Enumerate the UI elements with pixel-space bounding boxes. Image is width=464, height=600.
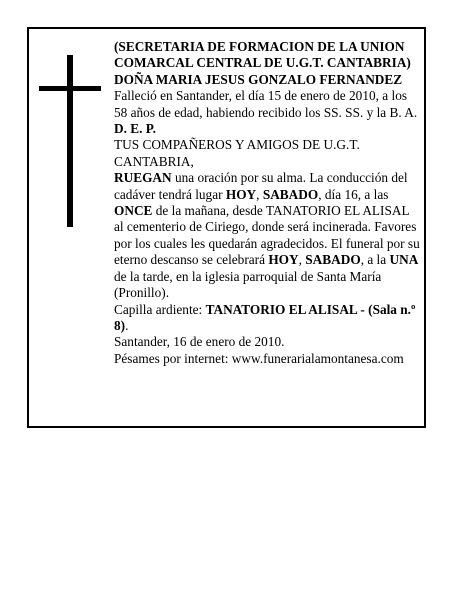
condolences-line: Pésames por internet: www.funerarialamontanesa.com [114,350,404,366]
chapel-label: Capilla ardiente: [114,301,206,317]
sabado-text: SABADO [262,186,319,202]
notice-header: (SECRETARIA DE FORMACION DE LA UNION COMARCAL CENTRAL DE U.G.T. CANTABRIA) [114,39,411,71]
notice-text [114,39,422,367]
chapel-place: TANATORIO EL ALISAL - (Sala n.º 8) [114,301,416,333]
death-info: Falleció en Santander, el día 15 de enero de 2010, a los 58 años de edad, habiendo recibido los SS. SS. y la B. A. [114,88,418,120]
sabado-text-2: SABADO [305,252,361,268]
request-text-3: , día 16, a las [318,186,389,202]
request-paragraph [114,170,422,301]
once-text: ONCE [114,203,153,219]
cross-icon [39,55,101,227]
request-text-2: , [256,186,263,202]
request-text-1: una oración por su alma. La conducción del cadáver tendrá lugar [114,170,408,202]
request-text-5: , [298,252,306,268]
date-line: Santander, 16 de enero de 2010. [114,334,285,350]
hoy-text: HOY [225,186,257,202]
obituary-notice-frame [27,27,426,428]
deceased-name: DOÑA MARIA JESUS GONZALO FERNANDEZ [114,71,403,87]
hoy-text-2: HOY [268,252,299,268]
request-text-7: de la tarde, en la iglesia parroquial de Santa María (Pronillo). [114,268,382,301]
cross-horizontal-bar [39,86,101,91]
una-text: UNA [389,252,419,268]
dep-line: D. E. P. [114,121,156,137]
chapel-line [114,302,422,335]
request-text-6: , a la [360,252,390,268]
cross-vertical-bar [67,55,73,227]
chapel-end: . [125,317,129,333]
request-text-4: de la mañana, desde TANATORIO EL ALISAL al cementerio de Ciriego, donde será incinerada. Favores por los cuales les quedarán agradecidos. El funeral por su eterno descanso se celebrará [114,203,420,268]
mourners-line: TUS COMPAÑEROS Y AMIGOS DE U.G.T. CANTABRIA, [114,137,360,169]
ruegan-text: RUEGAN [114,170,172,186]
